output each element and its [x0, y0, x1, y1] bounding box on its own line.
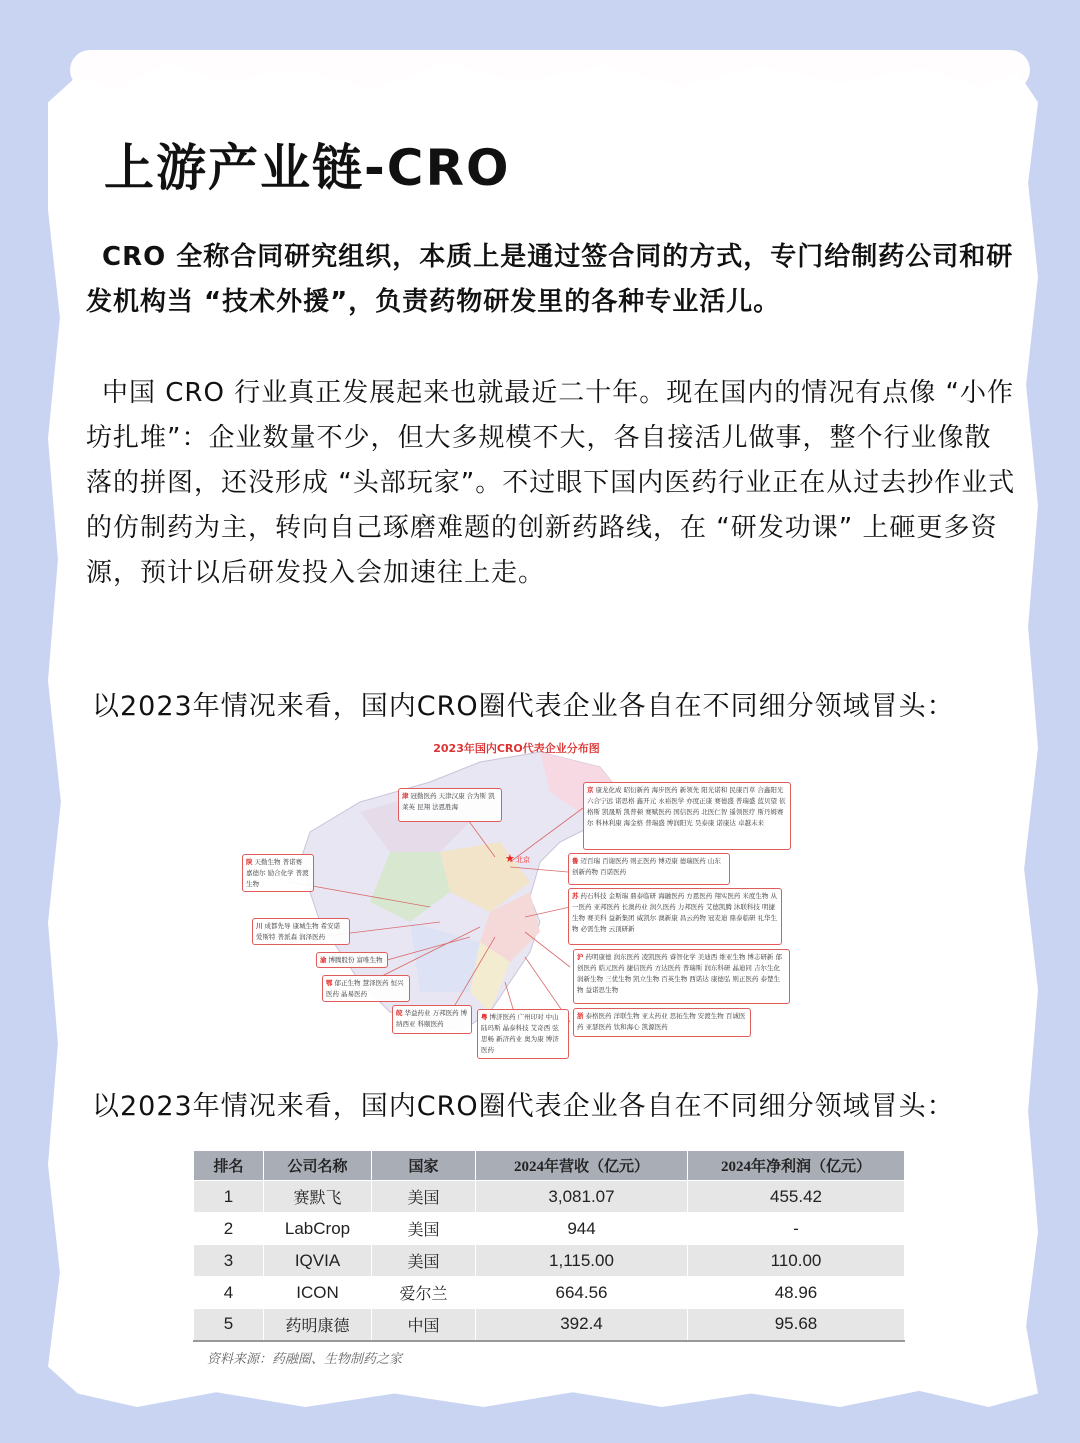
map-title: 2023年国内CRO代表企业分布图 [433, 742, 600, 755]
cell-profit: 110.00 [688, 1245, 905, 1277]
cell-profit: 95.68 [688, 1309, 905, 1341]
header-rank: 排名 [194, 1151, 264, 1181]
cell-country: 美国 [372, 1213, 476, 1245]
cell-rank: 3 [194, 1245, 264, 1277]
region-shaanxi: 陕 天勤生物 普诺赛 嘉德尔 励合化学 普渡生物 [242, 854, 314, 892]
cell-country: 美国 [372, 1245, 476, 1277]
cell-profit: 48.96 [688, 1277, 905, 1309]
region-anhui: 皖 华益药业 万邦医药 博纳西亚 科颐医药 [392, 1005, 472, 1034]
cell-rank: 5 [194, 1309, 264, 1341]
region-guangdong: 粤 博济医药 广州印对 中山陆玛斯 晶泰科技 艾奇西 弦思畅 新济药业 奥为康 博济医药 [477, 1009, 569, 1059]
cell-profit: - [688, 1213, 905, 1245]
cell-country: 爱尔兰 [372, 1277, 476, 1309]
cell-company: ICON [264, 1277, 372, 1309]
table-header-row [194, 1151, 905, 1181]
ranking-table [193, 1150, 905, 1342]
table-row [194, 1181, 905, 1213]
header-revenue: 2024年营收（亿元） [476, 1151, 688, 1181]
region-jiangsu: 苏 药石科技 金斯瑞 鼎泰临研 海融医药 方恩医药 翔实医药 米度生物 从一医药 亚邦医药 长澳药业 润久医药 力邦医药 艾德凯腾 沐联科技 明捷生物 赛美科 益新集团 威凯尔 澳新康 昌云药物 冠麦迪 鼎泰临研 礼华生物 必需生物 云顶研新 [568, 888, 782, 945]
table-source-note: 资料来源：药融圈、生物制药之家 [207, 1352, 403, 1367]
region-chongqing: 渝 博腾股份 富唯生物 [316, 952, 388, 968]
cell-rank: 2 [194, 1213, 264, 1245]
cell-country: 中国 [372, 1309, 476, 1341]
cell-country: 美国 [372, 1181, 476, 1213]
cell-profit: 455.42 [688, 1181, 905, 1213]
paragraph-industry: 中国 CRO 行业真正发展起来也就最近二十年。现在国内的情况有点像 “小作坊扎堆”：企业数量不少，但大多规模不大，各自接活儿做事，整个行业像散落的拼图，还没形成 “头部玩家”。不过眼下国内医药行业正在从过去抄作业式的仿制药为主，转向自己琢磨难题的创新药路线，在 “研发功课” 上砸更多资源，预计以后研发投入会加速往上走。 [86, 378, 1016, 588]
beijing-label: 北京 [516, 856, 530, 864]
region-sichuan: 川 成都先导 康城生物 希安诺 爱斯特 普派森 润泽医药 [252, 918, 350, 945]
cell-rank: 4 [194, 1277, 264, 1309]
cell-revenue: 944 [476, 1213, 688, 1245]
table-row [194, 1213, 905, 1245]
cell-company: 赛默飞 [264, 1181, 372, 1213]
region-shanghai: 沪 药明康德 润东医药 凌凯医药 睿智化学 美迪西 维亚生物 博志研新 郁创医药 皓元医药 捷信医药 方达医药 普瑞斯 润东科研 晶迪同 吉尔生化 润新生物 三优生物 凯立生物 百英生物 西诺达 康德弘 则正医药 泰楚生物 益诺思生物 [573, 949, 790, 1004]
header-country: 国家 [372, 1151, 476, 1181]
page-title: 上游产业链-CRO [104, 139, 511, 197]
cell-revenue: 1,115.00 [476, 1245, 688, 1277]
paragraph-definition: CRO 全称合同研究组织，本质上是通过签合同的方式，专门给制药公司和研发机构当 “技术外援”，负责药物研发里的各种专业活儿。 [86, 242, 1014, 317]
cell-rank: 1 [194, 1181, 264, 1213]
header-profit: 2024年净利润（亿元） [688, 1151, 905, 1181]
cell-company: LabCrop [264, 1213, 372, 1245]
table-row [194, 1245, 905, 1277]
region-hubei: 鄂 郁正生物 慧泽医药 恒兴医药 晶易医药 [322, 975, 410, 1002]
header-company: 公司名称 [264, 1151, 372, 1181]
subheading-table: 以2023年情况来看，国内CRO圈代表企业各自在不同细分领域冒头： [92, 1091, 955, 1122]
region-tianjin: 津 冠勤医药 天津汉康 合为斯 凯莱英 昆翔 法恩胜海 [398, 788, 502, 822]
region-beijing: 京 康龙化成 昭衍新药 海步医药 新领先 阳光诺和 民康百草 合鑫阳光 六合宁远 诺思格 鑫开元 永裕医学 亦度正康 赛德盛 普瑞盛 蓝贝望 依格斯 凯晟斯 凯普顿 赛赋医药 国信医药 北医仁智 遥领医疗 斯丹姆赛尔 科林利康 海金格 普瑞盛 博润阳光 昊泰康 诺康达 卓越未来 [583, 782, 791, 850]
cro-distribution-map [240, 722, 793, 1068]
cell-company: 药明康德 [264, 1309, 372, 1341]
cell-revenue: 664.56 [476, 1277, 688, 1309]
region-shandong: 鲁 迈百瑞 百谢医药 则正医药 博迈康 德瑞医药 山东创新药物 百诺医药 [568, 853, 730, 885]
cell-revenue: 392.4 [476, 1309, 688, 1341]
table-row [194, 1277, 905, 1309]
cell-company: IQVIA [264, 1245, 372, 1277]
region-zhejiang: 浙 泰格医药 洋联生物 亚太药业 思拓生物 安渡生物 百诚医药 亚瑟医药 钛和海心 凯源医药 [573, 1008, 751, 1037]
subheading-map: 以2023年情况来看，国内CRO圈代表企业各自在不同细分领域冒头： [92, 691, 955, 722]
beijing-star-icon: ★ [505, 852, 515, 865]
table-row [194, 1309, 905, 1341]
cell-revenue: 3,081.07 [476, 1181, 688, 1213]
